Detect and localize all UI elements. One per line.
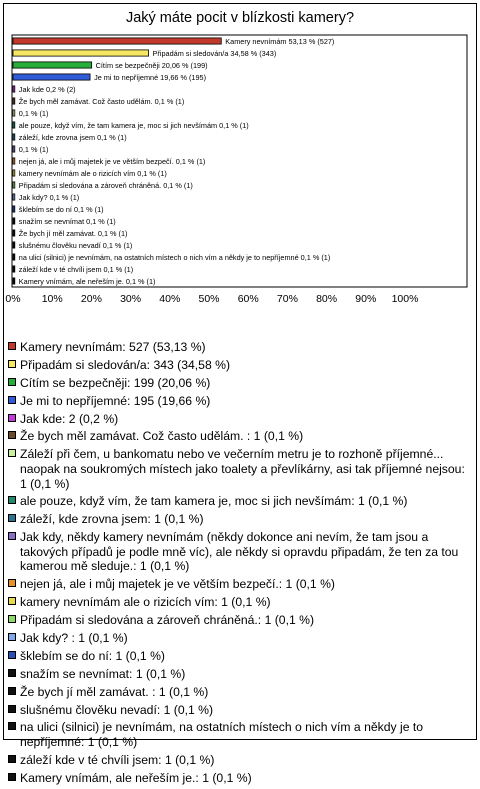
bar bbox=[13, 206, 15, 212]
legend-entry bbox=[6, 412, 472, 427]
legend-swatch bbox=[8, 773, 16, 781]
legend-entry bbox=[6, 667, 472, 682]
bar bbox=[13, 170, 15, 176]
bar bbox=[13, 194, 15, 200]
legend-entry bbox=[6, 429, 472, 444]
x-tick-label: 90% bbox=[355, 293, 377, 305]
legend-entry bbox=[6, 577, 472, 592]
bar bbox=[13, 218, 15, 224]
legend-label: Jak kde: 2 (0,2 %) bbox=[20, 411, 119, 426]
legend-entry bbox=[6, 771, 472, 786]
legend-entry bbox=[6, 376, 472, 391]
legend-swatch bbox=[8, 360, 16, 368]
legend-label: záleží, kde zrovna jsem: 1 (0,1 %) bbox=[20, 512, 204, 527]
bar bbox=[13, 242, 15, 248]
bar-label: Jak kde 0,2 % (2) bbox=[18, 85, 76, 94]
legend-label: nejen já, ale i můj majetek je ve větším bezpečí.: 1 (0,1 %) bbox=[20, 577, 335, 592]
legend-swatch bbox=[8, 687, 16, 695]
legend-label: Jak kdy? : 1 (0,1 %) bbox=[20, 630, 128, 645]
bar-label: nejen já, ale i můj majetek je ve větším bezpečí. 0,1 % (1) bbox=[18, 157, 206, 166]
legend-swatch bbox=[8, 669, 16, 677]
legend-label: Kamery vnímám, ale neřeším je.: 1 (0,1 %) bbox=[20, 770, 252, 785]
legend-entry bbox=[6, 530, 472, 574]
legend-label: Kamery nevnímám: 527 (53,13 %) bbox=[20, 340, 206, 354]
legend-label: Že bych jí měl zamávat. : 1 (0,1 %) bbox=[20, 684, 209, 699]
legend-label: Záleží při čem, u bankomatu nebo ve večerním metru je to rozhoně příjemné... naopak na soukromých místech jako toalety a převlíkárny, asi tak příjemné nejsou: 1 (0,1 %) bbox=[20, 447, 465, 491]
bar-label: 0,1 % (1) bbox=[18, 109, 49, 118]
bar-label: na ulici (silnici) je nevnímám, na ostatních místech o nich vím a někdy je to nepříjemné 0,1 % (1) bbox=[18, 253, 331, 262]
x-tick-label: 60% bbox=[237, 293, 259, 305]
bar bbox=[13, 62, 92, 68]
legend-entry bbox=[6, 447, 472, 491]
x-tick-label: 70% bbox=[276, 293, 298, 305]
legend-label: na ulici (silnici) je nevnímám, na ostatních místech o nich vím a někdy je to nepříjemné: 1 (0,1 %) bbox=[20, 720, 424, 749]
legend-entry bbox=[6, 613, 472, 628]
legend-swatch bbox=[8, 755, 16, 763]
legend-entry bbox=[6, 512, 472, 527]
bar-label: Že bych měl zamávat. Což často udělám. 0,1 % (1) bbox=[18, 97, 185, 106]
legend-swatch bbox=[8, 378, 16, 386]
bar-label: Kamery nevnímám 53,13 % (527) bbox=[225, 37, 335, 46]
bar bbox=[13, 230, 15, 236]
bar bbox=[13, 74, 90, 80]
legend-swatch bbox=[8, 414, 16, 422]
legend-swatch bbox=[8, 722, 16, 730]
bar bbox=[13, 266, 15, 272]
legend-swatch bbox=[8, 651, 16, 659]
bar bbox=[13, 182, 15, 188]
legend-entry bbox=[6, 685, 472, 700]
x-tick-label: 30% bbox=[120, 293, 142, 305]
legend-entry bbox=[6, 340, 472, 355]
bar-label: Připadám si sledována a zároveň chráněná. 0,1 % (1) bbox=[18, 181, 193, 190]
x-tick-label: 40% bbox=[159, 293, 181, 305]
legend-label: snažím se nevnímat: 1 (0,1 %) bbox=[20, 666, 186, 681]
legend-label: kamery nevnímám ale o rizicích vím: 1 (0,1 %) bbox=[20, 595, 271, 610]
bar-label: Připadám si sledován/a 34,58 % (343) bbox=[152, 49, 277, 58]
legend-label: Připadám si sledován/a: 343 (34,58 %) bbox=[20, 357, 231, 372]
bar-label: Cítím se bezpečněji 20,06 % (199) bbox=[95, 61, 208, 70]
x-tick-label: 100% bbox=[391, 293, 419, 305]
legend-swatch bbox=[8, 705, 16, 713]
bar-label: záleží, kde zrovna jsem 0,1 % (1) bbox=[18, 133, 127, 142]
bar-label: šklebím se do ní 0,1 % (1) bbox=[18, 205, 104, 214]
legend-swatch bbox=[8, 615, 16, 623]
legend-label: Že bych měl zamávat. Což často udělám. : 1 (0,1 %) bbox=[20, 429, 304, 444]
bar-label: 0,1 % (1) bbox=[18, 145, 49, 154]
x-tick-label: 20% bbox=[80, 293, 102, 305]
legend-swatch bbox=[8, 496, 16, 504]
bar-label: Jak kdy? 0,1 % (1) bbox=[18, 193, 80, 202]
legend-label: ale pouze, když vím, že tam kamera je, moc si jich nevšímám: 1 (0,1 %) bbox=[20, 494, 408, 509]
x-tick-label: 50% bbox=[198, 293, 220, 305]
legend-label: slušnému člověku nevadí: 1 (0,1 %) bbox=[20, 702, 214, 717]
legend-label: záleží kde v té chvíli jsem: 1 (0,1 %) bbox=[20, 752, 215, 767]
bar-label: ale pouze, když vím, že tam kamera je, moc si jich nevšímám 0,1 % (1) bbox=[18, 121, 249, 130]
bar bbox=[13, 50, 149, 56]
legend-swatch bbox=[8, 579, 16, 587]
bar-label: Že bych jí měl zamávat. 0,1 % (1) bbox=[18, 229, 128, 238]
bar bbox=[13, 98, 15, 104]
legend-entry bbox=[6, 703, 472, 718]
bar-label: snažím se nevnímat 0,1 % (1) bbox=[18, 217, 116, 226]
bar bbox=[13, 38, 221, 44]
bar-label: slušnému člověku nevadí 0,1 % (1) bbox=[18, 241, 133, 250]
bar bbox=[13, 110, 15, 116]
legend-entry bbox=[6, 595, 472, 610]
x-tick-label: 10% bbox=[41, 293, 63, 305]
bar bbox=[13, 254, 15, 260]
bar bbox=[13, 86, 15, 92]
x-tick-label: 80% bbox=[316, 293, 338, 305]
bar bbox=[13, 278, 15, 284]
legend-swatch bbox=[8, 532, 16, 540]
legend-swatch bbox=[8, 633, 16, 641]
legend-swatch bbox=[8, 396, 16, 404]
legend-entry bbox=[6, 720, 472, 749]
bar bbox=[13, 146, 15, 152]
legend-label: Cítím se bezpečněji: 199 (20,06 %) bbox=[20, 375, 211, 390]
bar-label: záleží kde v té chvíli jsem 0,1 % (1) bbox=[18, 265, 134, 274]
bar-label: Je mi to nepříjemné 19,66 % (195) bbox=[94, 73, 207, 82]
legend bbox=[6, 340, 472, 789]
legend-entry bbox=[6, 494, 472, 509]
bar bbox=[13, 158, 15, 164]
legend-label: Připadám si sledována a zároveň chráněná.: 1 (0,1 %) bbox=[20, 613, 315, 628]
legend-swatch bbox=[8, 342, 16, 350]
legend-label: šklebím se do ní: 1 (0,1 %) bbox=[20, 648, 165, 663]
legend-swatch bbox=[8, 514, 16, 522]
bar-chart bbox=[0, 0, 480, 335]
legend-label: Jak kdy, někdy kamery nevnímám (někdy dokonce ani nevím, že tam jsou a takových případů je podle mně víc), ale někdy si opravdu připadám, že ten za tou kamerou mě sleduje.: 1 (0,1 %) bbox=[20, 530, 459, 574]
legend-swatch bbox=[8, 449, 16, 457]
bar bbox=[13, 122, 15, 128]
legend-swatch bbox=[8, 431, 16, 439]
legend-entry bbox=[6, 394, 472, 409]
legend-entry bbox=[6, 631, 472, 646]
legend-entry bbox=[6, 649, 472, 664]
legend-entry bbox=[6, 753, 472, 768]
bar-label: Kamery vnímám, ale neřeším je. 0,1 % (1) bbox=[18, 277, 156, 286]
bar bbox=[13, 134, 15, 140]
x-tick-label: 0% bbox=[5, 293, 21, 305]
chart-title: Jaký máte pocit v blízkosti kamery? bbox=[125, 10, 355, 26]
bar-label: kamery nevnímám ale o rizicích vím 0,1 % (1) bbox=[18, 169, 167, 178]
legend-label: Je mi to nepříjemné: 195 (19,66 %) bbox=[20, 393, 211, 408]
legend-swatch bbox=[8, 597, 16, 605]
legend-entry bbox=[6, 358, 472, 373]
